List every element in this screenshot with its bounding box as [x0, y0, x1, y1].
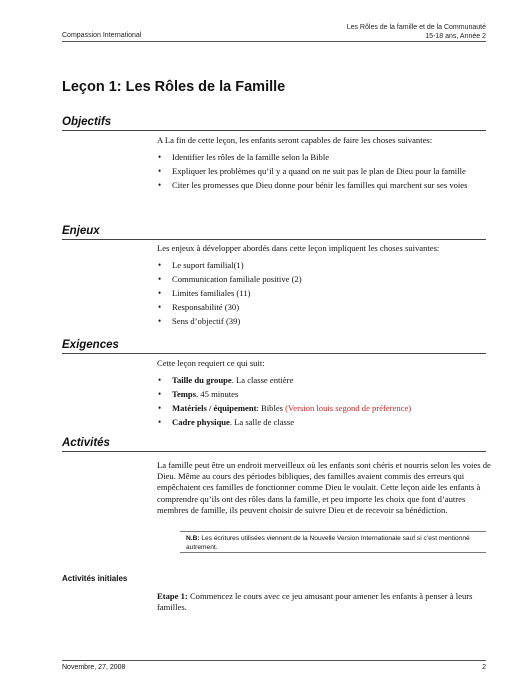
bullet-icon: • — [158, 274, 162, 284]
note-label: N.B: — [186, 535, 200, 542]
bullet-icon: • — [158, 316, 162, 326]
exigences-list — [157, 375, 495, 428]
objectifs-list — [157, 152, 495, 191]
page-header — [62, 24, 486, 42]
section-heading-enjeux: Enjeux — [62, 225, 100, 237]
enjeux-list — [157, 260, 495, 327]
bullet-icon: • — [158, 166, 162, 176]
header-organization: Compassion International — [62, 32, 142, 39]
header-course-title: Les Rôles de la famille et de la Communauté — [346, 24, 486, 31]
step-text: Commencez le cours avec ce jeu amusant pour amener les enfants à penser à leurs familles. — [157, 591, 473, 613]
section-divider — [62, 451, 486, 452]
list-item: • Citer les promesses que Dieu donne pour bénir les familles qui marchent sur ses voies — [158, 180, 468, 190]
section-divider — [62, 239, 486, 240]
step-label: Etape 1: — [157, 591, 188, 601]
bullet-icon: • — [158, 375, 162, 385]
section-divider — [62, 353, 486, 354]
step-paragraph — [157, 591, 495, 613]
list-item: • Communication familiale positive (2) — [158, 274, 302, 284]
bullet-icon: • — [158, 403, 162, 413]
list-item: • Taille du groupe. La classe entière — [158, 375, 294, 385]
enjeux-intro: Les enjeux à développer abordés dans cette leçon impliquent les choses suivantes: — [157, 243, 440, 253]
section-heading-activites: Activités — [62, 437, 110, 449]
bullet-icon: • — [158, 389, 162, 399]
bullet-icon: • — [158, 180, 162, 190]
page-footer — [62, 660, 486, 671]
version-note: (Version louis segond de préference) — [285, 403, 412, 413]
list-item: • Responsabilité (30) — [158, 302, 240, 312]
list-item: • Matériels / équipement: Bibles (Version louis segond de préference) — [158, 403, 412, 413]
section-heading-exigences: Exigences — [62, 339, 119, 351]
bullet-icon: • — [158, 417, 162, 427]
list-item: • Le suport familial(1) — [158, 260, 244, 270]
page-number: 2 — [482, 664, 486, 671]
list-item: • Temps. 45 minutes — [158, 389, 239, 399]
exigences-body — [157, 358, 495, 431]
bullet-icon: • — [158, 152, 162, 162]
objectifs-body — [157, 135, 495, 194]
list-item: • Limites familiales (11) — [158, 288, 251, 298]
list-item: • Expliquer les problèmes qu’il y a quand on ne suit pas le plan de Dieu pour la famille — [158, 166, 466, 176]
subsection-heading-activites-initiales: Activités initiales — [62, 574, 128, 583]
activites-paragraph: La famille peut être un endroit merveilleux où les enfants sont chéris et nourris selon les voies de Dieu. Même au cours des périodes bibliques, des familles avaient commis des erreurs qui empêchaient ces familles de fonctionner comme Dieu le voulait. Cette leçon aide les enfants à comprendre qu’ils ont des rôles dans la famille, et peu importe les choix que font d’autres membres de famille, ils peuvent choisir de suivre Dieu et de recevoir sa bénédiction. — [157, 460, 491, 515]
header-course-info — [347, 23, 486, 41]
scripture-note — [180, 531, 486, 553]
section-heading-objectifs: Objectifs — [62, 116, 112, 128]
objectifs-intro: A La fin de cette leçon, les enfants seront capables de faire les choses suivantes: — [157, 135, 433, 145]
list-item: • Identifier les rôles de la famille selon la Bible — [158, 152, 330, 162]
bullet-icon: • — [158, 260, 162, 270]
note-text: Les écritures utilisées viennent de la Nouvelle Version Internationale sauf si c’est mentionné autrement. — [186, 535, 470, 551]
enjeux-body — [157, 243, 495, 330]
list-item: • Sens d’objectif (39) — [158, 316, 241, 326]
lesson-title: Leçon 1: Les Rôles de la Famille — [62, 79, 286, 95]
bullet-icon: • — [158, 288, 162, 298]
list-item: • Cadre physique. La salle de classe — [158, 417, 295, 427]
section-divider — [62, 130, 486, 131]
bullet-icon: • — [158, 302, 162, 312]
exigences-intro: Cette leçon requiert ce qui suit: — [157, 358, 265, 368]
footer-date: Novembre, 27, 2008 — [62, 664, 126, 671]
header-course-level: 15-18 ans, Année 2 — [425, 33, 486, 40]
